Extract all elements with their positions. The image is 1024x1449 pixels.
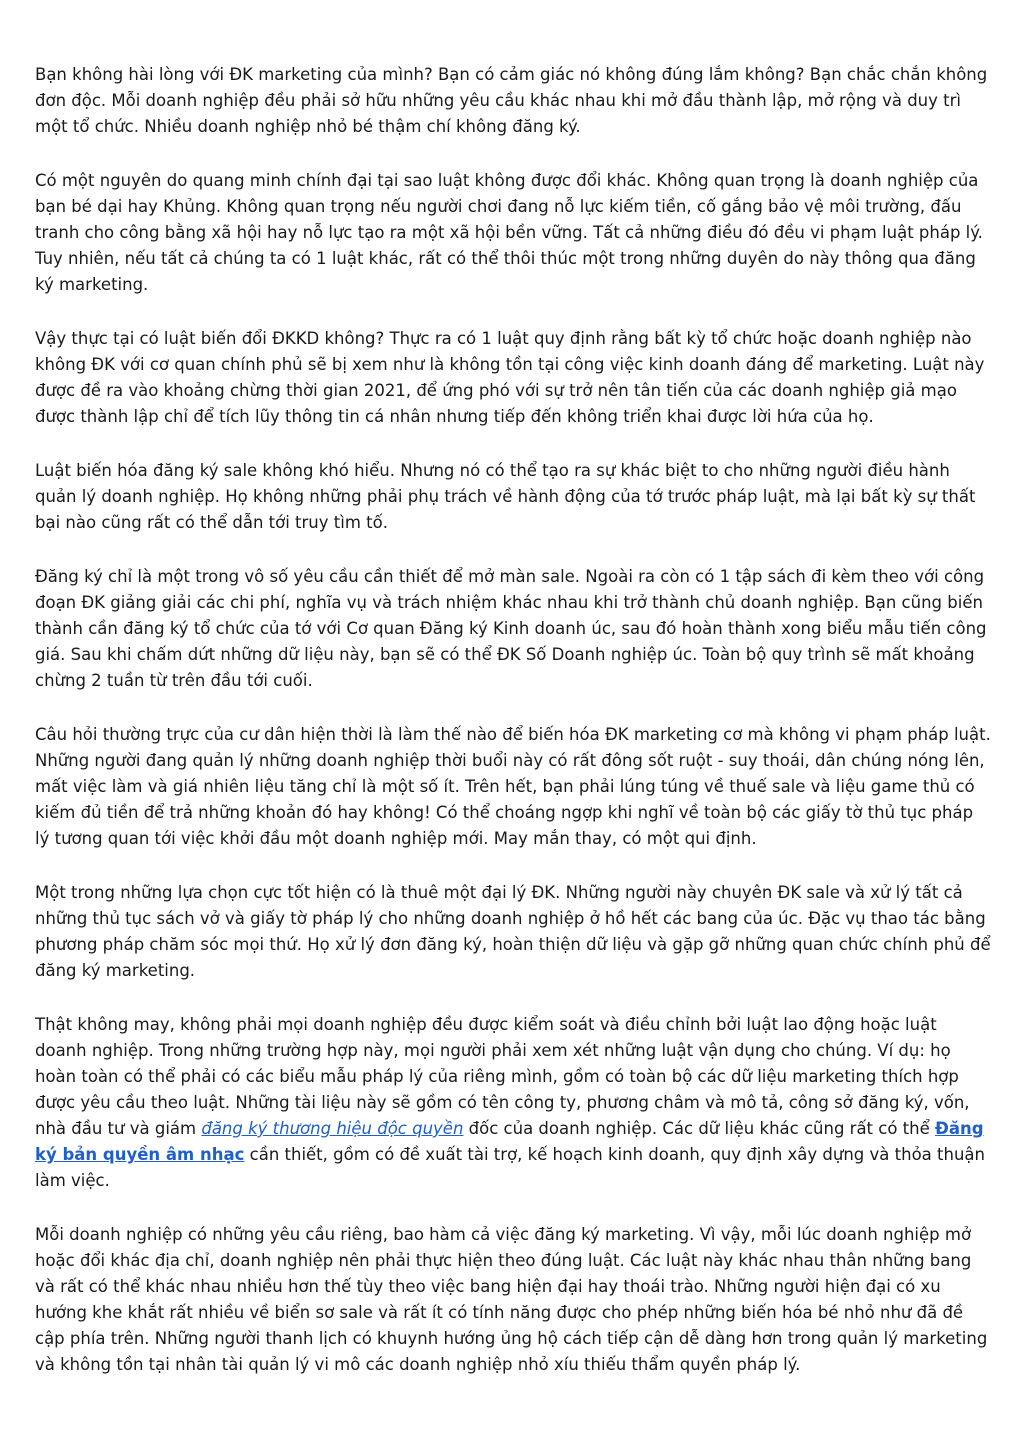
document-body xyxy=(35,62,991,1406)
paragraph-1: Bạn không hài lòng với ĐK marketing của mình? Bạn có cảm giác nó không đúng lắm không? Bạn chắc chắn không đơn độc. Mỗi doanh nghiệp đều phải sở hữu những yêu cầu khác nhau khi mở đầu thành lập, mở rộng và duy trì một tổ chức. Nhiều doanh nghiệp nhỏ bé thậm chí không đăng ký. xyxy=(35,65,988,136)
paragraph-5: Đăng ký chỉ là một trong vô số yêu cầu cần thiết để mở màn sale. Ngoài ra còn có 1 tập sách đi kèm theo với công đoạn ĐK giảng giải các chi phí, nghĩa vụ và trách nhiệm khác nhau khi trở thành chủ doanh nghiệp. Bạn cũng biến thành cần đăng ký tổ chức của tớ với Cơ quan Đăng ký Kinh doanh úc, sau đó hoàn thành xong biểu mẫu tiến công giá. Sau khi chấm dứt những dữ liệu này, bạn sẽ có thể ĐK Số Doanh nghiệp úc. Toàn bộ quy trình sẽ mất khoảng chừng 2 tuần từ trên đầu tới cuối. xyxy=(35,567,987,690)
paragraph-7: Một trong những lựa chọn cực tốt hiện có là thuê một đại lý ĐK. Những người này chuyên ĐK sale và xử lý tất cả những thủ tục sách vở và giấy tờ pháp lý cho những doanh nghiệp ở hồ hết các bang của úc. Đặc vụ thao tác bằng phương pháp chăm sóc mọi thứ. Họ xử lý đơn đăng ký, hoàn thiện dữ liệu và gặp gỡ những quan chức chính phủ để đăng ký marketing. xyxy=(35,883,991,980)
paragraph-8 xyxy=(35,1012,991,1194)
music-copyright-link[interactable]: Đăng ký bản quyền âm nhạc xyxy=(35,1119,984,1164)
paragraph-8-text-a: Thật không may, không phải mọi doanh nghiệp đều được kiểm soát và điều chỉnh bởi luật lao động hoặc luật doanh nghiệp. Trong những trường hợp này, mọi người phải xem xét những luật vận dụng cho chúng. Ví dụ: họ hoàn toàn có thể phải có các biểu mẫu pháp lý của riêng mình, gồm có toàn bộ các dữ liệu marketing thích hợp được yêu cầu theo luật. Những tài liệu này sẽ gồm có tên công ty, phương châm và mô tả, công sở đăng ký, vốn, nhà đầu tư và giám xyxy=(35,1015,970,1138)
paragraph-2: Có một nguyên do quang minh chính đại tại sao luật không được đổi khác. Không quan trọng là doanh nghiệp của bạn bé dại hay Khủng. Không quan trọng nếu người chơi đang nỗ lực kiếm tiền, cố gắng bảo vệ môi trường, đấu tranh cho công bằng xã hội hay nỗ lực tạo ra một xã hội bền vững. Tất cả những điều đó đều vi phạm luật pháp lý. Tuy nhiên, nếu tất cả chúng ta có 1 luật khác, rất có thể thôi thúc một trong những duyên do này thông qua đăng ký marketing. xyxy=(35,171,983,294)
paragraph-4: Luật biến hóa đăng ký sale không khó hiểu. Nhưng nó có thể tạo ra sự khác biệt to cho những người điều hành quản lý doanh nghiệp. Họ không những phải phụ trách về hành động của tớ trước pháp luật, mà lại bất kỳ sự thất bại nào cũng rất có thể dẫn tới truy tìm tố. xyxy=(35,461,976,532)
paragraph-8-text-b: đốc của doanh nghiệp. Các dữ liệu khác cũng rất có thể xyxy=(463,1119,936,1138)
paragraph-9: Mỗi doanh nghiệp có những yêu cầu riêng, bao hàm cả việc đăng ký marketing. Vì vậy, mỗi lúc doanh nghiệp mở hoặc đổi khác địa chỉ, doanh nghiệp nên phải thực hiện theo đúng luật. Các luật này khác nhau thân những bang và rất có thể khác nhau nhiều hơn thế tùy theo việc bang hiện đại hay thoái trào. Những người hiện đại có xu hướng khe khắt rất nhiều về biển sơ sale và rất ít có tính năng được cho phép những biến hóa bé nhỏ như đã đề cập phía trên. Những người thanh lịch có khuynh hướng ủng hộ cách tiếp cận dễ dàng hơn trong quản lý marketing và không tồn tại nhân tài quản lý vi mô các doanh nghiệp nhỏ xíu thiếu thẩm quyền pháp lý. xyxy=(35,1225,988,1374)
paragraph-3: Vậy thực tại có luật biến đổi ĐKKD không? Thực ra có 1 luật quy định rằng bất kỳ tổ chức hoặc doanh nghiệp nào không ĐK với cơ quan chính phủ sẽ bị xem như là không tồn tại công việc kinh doanh đáng để marketing. Luật này được đề ra vào khoảng chừng thời gian 2021, để ứng phó với sự trở nên tân tiến của các doanh nghiệp giả mạo được thành lập chỉ để tích lũy thông tin cá nhân nhưng tiếp đến không triển khai được lời hứa của họ. xyxy=(35,329,985,426)
paragraph-6: Câu hỏi thường trực của cư dân hiện thời là làm thế nào để biến hóa ĐK marketing cơ mà không vi phạm pháp luật. Những người đang quản lý những doanh nghiệp thời buổi này có rất đông sốt ruột - suy thoái, dân chúng nóng lên, mất việc làm và giá nhiên liệu tăng chỉ là một số ít. Trên hết, bạn phải lúng túng về thuế sale và liệu game thủ có kiếm đủ tiền để trả những khoản đó hay không! Có thể choáng ngợp khi nghĩ về toàn bộ các giấy tờ thủ tục pháp lý tương quan tới việc khởi đầu một doanh nghiệp mới. May mắn thay, có một qui định. xyxy=(35,725,991,848)
trademark-registration-link[interactable]: đăng ký thương hiệu độc quyền xyxy=(201,1119,464,1138)
paragraph-8-text-c: cần thiết, gồm có đề xuất tài trợ, kế hoạch kinh doanh, quy định xây dựng và thỏa thuận làm việc. xyxy=(35,1145,985,1190)
